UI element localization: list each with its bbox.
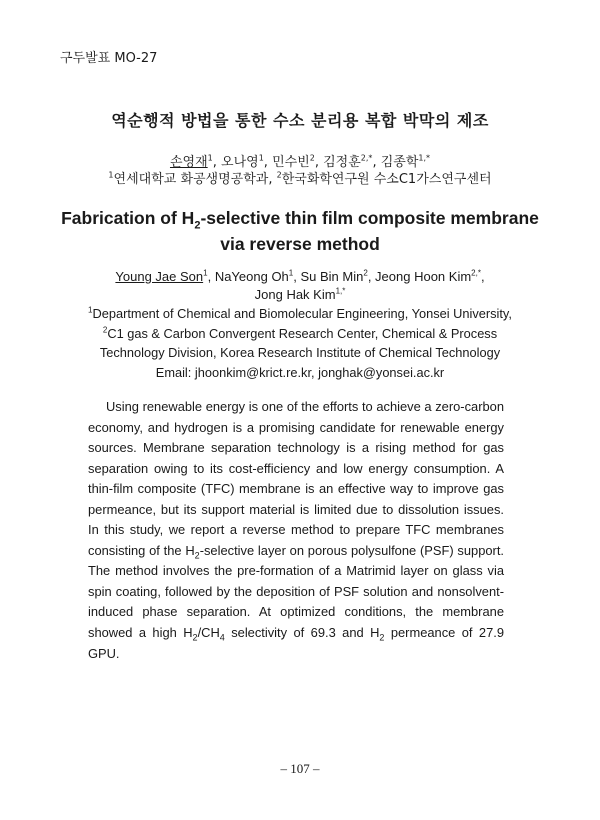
author-name: 민수빈 bbox=[272, 155, 310, 170]
contact-email: Email: jhoonkim@krict.re.kr, jonghak@yonsei.ac.kr bbox=[155, 364, 445, 380]
author-separator: , bbox=[207, 269, 215, 284]
affiliation-1: 연세대학교 화공생명공학과, bbox=[113, 172, 277, 187]
abstract bbox=[88, 397, 504, 664]
affil-mark: 1 bbox=[88, 305, 93, 315]
author-separator: , bbox=[293, 269, 301, 284]
affiliation-2: 한국화학연구원 수소C1가스연구센터 bbox=[281, 172, 492, 187]
author-affil-mark: 1,* bbox=[418, 153, 431, 163]
author-name: 김정훈 bbox=[323, 155, 361, 170]
author-separator: , bbox=[263, 155, 273, 170]
english-affiliations bbox=[0, 304, 600, 382]
english-authors-line-2 bbox=[0, 286, 600, 304]
author-name: 손영재 bbox=[169, 155, 208, 170]
title-text: -selective thin film composite membrane bbox=[200, 208, 539, 228]
author-separator: , bbox=[372, 155, 381, 170]
affiliation-1-text: Department of Chemical and Biomolecular Engineering, Yonsei University, bbox=[92, 306, 512, 321]
subscript: 4 bbox=[219, 632, 225, 643]
author-affil-mark: 2,* bbox=[360, 153, 373, 163]
author-separator: , bbox=[314, 155, 324, 170]
author-affil-mark: 1 bbox=[203, 268, 208, 278]
author-name: Jeong Hoon Kim bbox=[375, 269, 472, 284]
english-title-line-1 bbox=[0, 205, 600, 231]
english-authors-line-1 bbox=[0, 268, 600, 286]
author-affil-mark: 1,* bbox=[335, 286, 346, 296]
english-title-line-2: via reverse method bbox=[220, 234, 380, 254]
affiliation-2-continued: Technology Division, Korea Research Institute of Chemical Technology bbox=[99, 345, 501, 361]
abstract-text: -selective layer on porous polysulfone (PSF) support. The method involves the pre-formation of a Matrimid layer on glass via spin coating, followed by the deposition of PSF solution and nonsolvent-induced phase separation. At optimized conditions, the membrane showed a high H bbox=[88, 542, 505, 641]
author-name: 오나영 bbox=[221, 155, 259, 170]
session-label: 구두발표 MO-27 bbox=[60, 51, 158, 66]
abstract-text: /CH bbox=[197, 625, 220, 641]
affiliation-2 bbox=[0, 324, 600, 344]
affiliation-1 bbox=[0, 304, 600, 324]
author-affil-mark: 1 bbox=[207, 153, 213, 163]
affil-mark: 1 bbox=[108, 170, 114, 180]
affil-mark: 2 bbox=[102, 325, 108, 335]
author-separator: , bbox=[367, 269, 376, 284]
korean-affiliations bbox=[0, 168, 600, 187]
author-name: Su Bin Min bbox=[300, 269, 364, 284]
author-name: Young Jae Son bbox=[115, 269, 204, 284]
author-name: Jong Hak Kim bbox=[254, 287, 336, 302]
abstract-text: Using renewable energy is one of the efforts to achieve a zero-carbon economy, and hydrogen is a promising candidate for renewable energy sources. Membrane separation technology is a rising method for gas separation owing to its cost-efficiency and low energy consumption. A thin-film composite (TFC) membrane is an effective way to improve gas permeance, but its support material is limited due to dissolution issues. In this study, we report a reverse method to prepare TFC membranes consisting of the H bbox=[88, 399, 504, 558]
abstract-text: permeance of 27.9 GPU. bbox=[88, 625, 505, 661]
affil-mark: 2 bbox=[276, 170, 282, 180]
title-subscript: 2 bbox=[194, 219, 201, 232]
author-affil-mark: 2 bbox=[363, 268, 368, 278]
author-name: 김종학 bbox=[380, 155, 419, 170]
author-affil-mark: 1 bbox=[288, 268, 294, 278]
subscript: 2 bbox=[379, 632, 385, 643]
korean-title: 역순행적 방법을 통한 수소 분리용 복합 박막의 제조 bbox=[111, 111, 489, 130]
abstract-paragraph bbox=[88, 397, 504, 664]
author-affil-mark: 2,* bbox=[471, 268, 481, 278]
author-separator: , bbox=[212, 155, 222, 170]
english-title bbox=[0, 205, 600, 257]
english-authors bbox=[0, 268, 600, 304]
subscript: 2 bbox=[194, 550, 200, 561]
author-separator: , bbox=[480, 269, 485, 284]
author-affil-mark: 2 bbox=[309, 153, 315, 163]
title-text: Fabrication of H bbox=[61, 208, 195, 228]
author-affil-mark: 1 bbox=[258, 153, 264, 163]
author-name: NaYeong Oh bbox=[214, 269, 289, 284]
abstract-text: selectivity of 69.3 and H bbox=[224, 625, 380, 641]
affiliation-2-text: C1 gas & Carbon Convergent Research Center, Chemical & Process bbox=[107, 325, 498, 341]
page-number: – 107 – bbox=[280, 761, 320, 776]
subscript: 2 bbox=[192, 632, 198, 643]
